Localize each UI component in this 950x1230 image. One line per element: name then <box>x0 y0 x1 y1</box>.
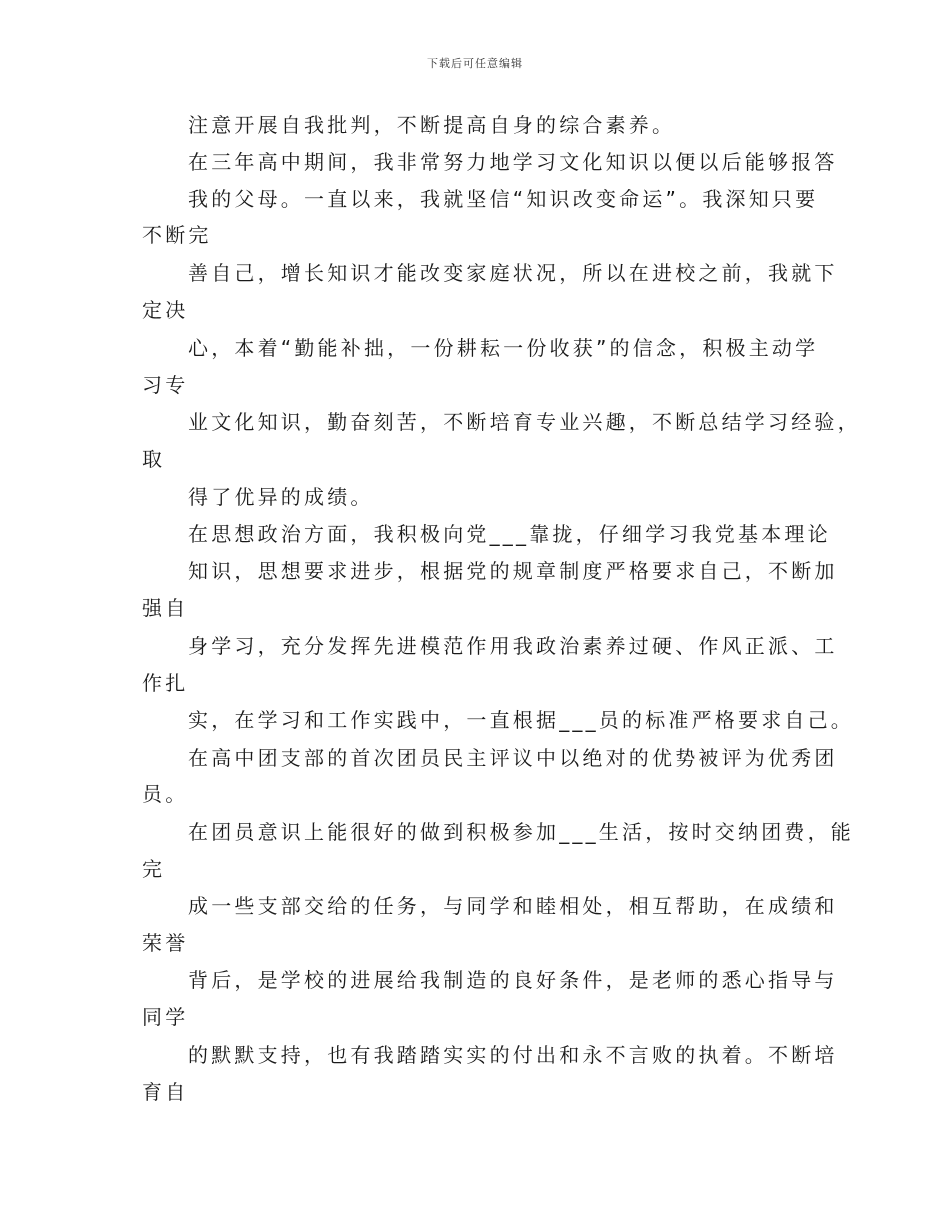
text-line: 完 <box>142 857 166 881</box>
text-line: 在团员意识上能很好的做到积极参加___生活，按时交纳团费，能 <box>188 820 854 844</box>
text-line: 不断完 <box>142 223 212 247</box>
text-line: 心，本着“勤能补拙，一份耕耘一份收获”的信念，积极主动学 <box>188 336 819 360</box>
text-line: 在三年高中期间，我非常努力地学习文化知识以便以后能够报答 <box>188 150 838 174</box>
text-line: 实，在学习和工作实践中，一直根据___员的标准严格要求自己。 <box>188 708 854 732</box>
text-line: 同学 <box>142 1005 189 1029</box>
page-header: 下载后可任意编辑 <box>427 57 523 70</box>
text-line: 荣誉 <box>142 931 189 955</box>
text-line: 我的父母。一直以来，我就坚信“知识改变命运”。我深知只要 <box>188 187 819 211</box>
text-line: 作扎 <box>142 671 189 695</box>
text-line: 注意开展自我批判，不断提高自身的综合素养。 <box>188 113 676 137</box>
text-line: 善自己，增长知识才能改变家庭状况，所以在进校之前，我就下 <box>188 261 838 285</box>
text-line: 强自 <box>142 596 189 620</box>
text-line: 习专 <box>142 373 189 397</box>
text-line: 育自 <box>142 1080 189 1104</box>
text-line: 背后，是学校的进展给我制造的良好条件，是老师的悉心指导与 <box>188 968 838 992</box>
text-line: 得了优异的成绩。 <box>188 485 374 509</box>
text-line: 取 <box>142 447 166 471</box>
text-line: 员。 <box>142 782 189 806</box>
text-line: 成一些支部交给的任务，与同学和睦相处，相互帮助，在成绩和 <box>188 894 838 918</box>
text-line: 身学习，充分发挥先进模范作用我政治素养过硬、作风正派、工 <box>188 634 838 658</box>
text-line: 业文化知识，勤奋刻苦，不断培育专业兴趣，不断总结学习经验， <box>188 410 861 434</box>
text-line: 在高中团支部的首次团员民主评议中以绝对的优势被评为优秀团 <box>188 746 838 770</box>
text-line: 知识，思想要求进步，根据党的规章制度严格要求自己，不断加 <box>188 559 838 583</box>
text-line: 定决 <box>142 298 189 322</box>
text-line: 的默默支持，也有我踏踏实实的付出和永不言败的执着。不断培 <box>188 1043 838 1067</box>
text-line: 在思想政治方面，我积极向党___靠拢，仔细学习我党基本理论 <box>188 522 831 546</box>
